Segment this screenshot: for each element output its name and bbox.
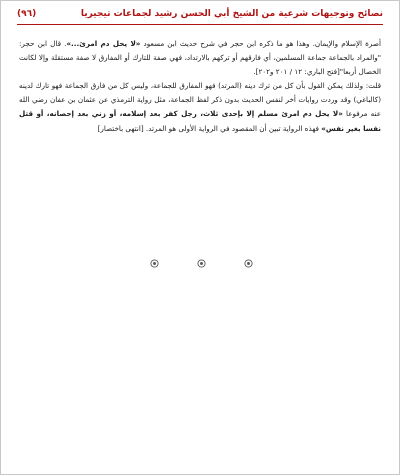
- paragraph-1: [19, 37, 381, 79]
- paragraph-2-text-c: فهذه الرواية تبين أن المقصود في الرواية الأولى هو المرتد. [انتهى باختصار]: [97, 123, 322, 133]
- section-divider: [1, 259, 400, 271]
- body-text: [19, 37, 381, 136]
- flower-ornament-icon: [150, 259, 159, 268]
- header-rule: [17, 24, 383, 25]
- paragraph-1-text-c: . قال ابن حجر: "والمراد بالجماعة جماعة المسلمين، أي فارقهم أو تركهم بالارتداد، فهي صفة للتارك أو المفارق لا صفة مستقلة وإلا لكانت الخصال أربعا"[فتح الباري: ١٢ / ٢٠١ و٢٠٢].: [19, 39, 381, 77]
- paragraph-1-text-a: أصرة الإسلام والإيمان. وهذا هو ما ذكره ابن حجر في شرح حديث ابن مسعود: [140, 39, 381, 48]
- paragraph-2-text-a: قلت: ولذلك يمكن القول بأن كل من ترك دينه (المرتد) فهو المفارق للجماعة، وليس كل من فارق الجماعة فهو تارك لدينه (كالباغي) وقد وردت روايات أخر لنفس الحديث بدون ذكر لفظ الجماعة، مثل رواية الترمذي عن عثمان بن عفان رضي الله عنه مرفوعا: [19, 81, 381, 119]
- hadith-quote-2: «لا يحل دم امرئ مسلم إلا بإحدى ثلاث، رجل كفر بعد إسلامه، أو زني بعد إحصانه، أو قتل نفسا بغير نفس»: [19, 109, 381, 133]
- page-header: [17, 8, 383, 23]
- header-title: نصائح وتوجيهات شرعية من الشيخ أبي الحسن رشيد لجماعات تيجيريا: [80, 9, 383, 19]
- page-number: (٩٦): [17, 9, 37, 19]
- paragraph-2: [19, 79, 381, 135]
- flower-ornament-icon: [244, 259, 253, 268]
- hadith-quote-1: «لا يحل دم امرئ...»: [66, 39, 141, 48]
- flower-ornament-icon: [197, 259, 206, 268]
